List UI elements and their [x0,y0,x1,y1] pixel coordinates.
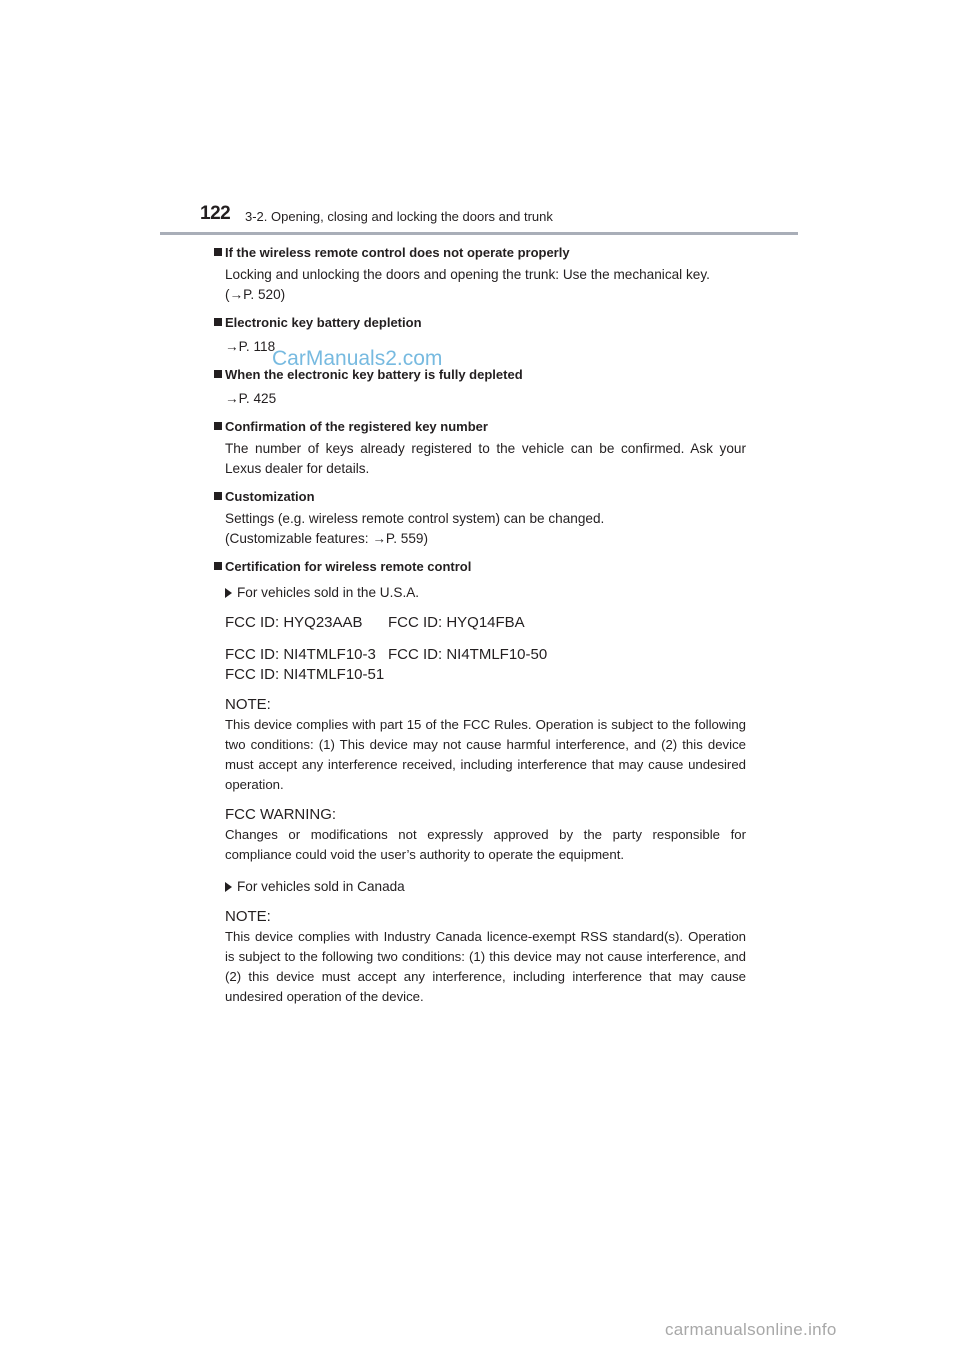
page-reference: →P. 425 [225,391,277,406]
section-body: Settings (e.g. wireless remote control system) can be changed. (Customizable features: →P. 559) [225,511,605,546]
square-bullet-icon [214,370,222,378]
section-body: Locking and unlocking the doors and opening the trunk: Use the mechanical key. (→P. 520) [225,267,710,302]
usa-subheading: For vehicles sold in the U.S.A. [225,583,746,603]
warning-body: Changes or modifications not expressly approved by the party responsible for compliance could void the user’s authority to operate the equipment. [225,827,746,862]
section-title: Customization [214,487,746,507]
section-title: Certification for wireless remote control [214,557,746,577]
warning-heading: FCC WARNING: [225,806,337,823]
page-reference: →P. 118 [225,339,276,354]
canada-note-heading: NOTE: [225,908,271,925]
canada-note-body: This device complies with Industry Canada licence-exempt RSS standard(s). Operation is subject to the following two conditions: (1) this device may not cause interference, and (2) this device must accept any interference, including interference that may cause undesired operation of the device. [225,929,746,1004]
square-bullet-icon [214,422,222,430]
triangle-bullet-icon [225,882,232,892]
footer-watermark: carmanualsonline.info [665,1320,837,1339]
page-header [0,0,960,240]
square-bullet-icon [214,318,222,326]
note-heading: NOTE: [225,696,271,713]
fcc-id-list [214,613,746,685]
square-bullet-icon [214,492,222,500]
header-rule [160,232,798,235]
note-body: This device complies with part 15 of the FCC Rules. Operation is subject to the following two conditions: (1) This device may not cause harmful interference, and (2) this device must accept any interference received, including interference that may cause undesired operation. [225,717,746,792]
fcc-row: FCC ID: NI4TMLF10-51 [225,666,385,683]
section-registered-key-number [214,417,746,479]
section-title: If the wireless remote control does not operate properly [214,243,746,263]
section-certification [214,557,746,1007]
section-body: The number of keys already registered to the vehicle can be confirmed. Ask your Lexus dealer for details. [225,441,746,476]
page-number: 122 [200,203,231,224]
watermark-text: CarManuals2.com [272,347,443,370]
chapter-title: 3-2. Opening, closing and locking the doors and trunk [245,209,553,224]
square-bullet-icon [214,248,222,256]
canada-subheading: For vehicles sold in Canada [225,877,746,897]
triangle-bullet-icon [225,588,232,598]
section-title: Confirmation of the registered key number [214,417,746,437]
square-bullet-icon [214,562,222,570]
fcc-row: FCC ID: HYQ23AAB FCC ID: HYQ14FBA [225,614,525,631]
section-title: Electronic key battery depletion [214,313,746,333]
section-customization [214,487,746,549]
fcc-row: FCC ID: NI4TMLF10-3 FCC ID: NI4TMLF10-50 [225,646,548,663]
section-title: When the electronic key battery is fully depleted [214,365,746,385]
section-battery-fully-depleted [214,365,746,409]
section-remote-not-operating [214,243,746,305]
